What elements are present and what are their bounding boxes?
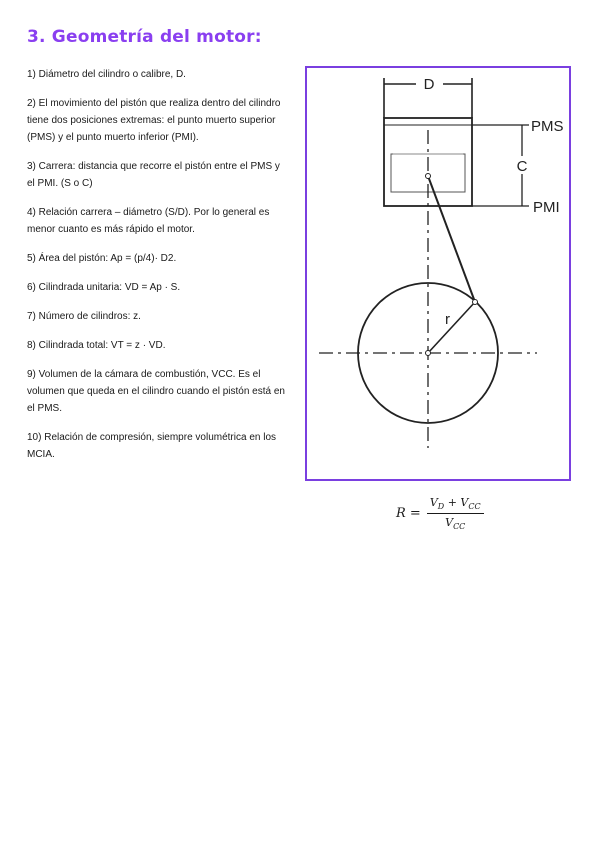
list-item: 2) El movimiento del pistón que realiza dentro del cilindro tiene dos posiciones extremas: el punto muerto superior (PMS) y el punto muerto inferior (PMI).	[27, 98, 281, 143]
formula-denominator	[445, 514, 465, 531]
list-item: 3) Carrera: distancia que recorre el pistón entre el PMS y el PMI. (S o C)	[27, 161, 280, 189]
list-item: 6) Cilindrada unitaria: VD = Ap · S.	[27, 282, 181, 293]
crank-radius	[428, 302, 475, 353]
list-item: 1) Diámetro del cilindro o calibre, D.	[27, 69, 186, 80]
diagram-svg	[307, 68, 569, 479]
formula-den-v: V	[445, 516, 454, 530]
formula-num-plus: + V	[444, 496, 469, 509]
formula-num-a: V	[429, 496, 438, 509]
d-label: D	[423, 76, 435, 93]
formula-num-b-sub: CC	[468, 502, 481, 512]
formula-den-sub: CC	[453, 522, 466, 532]
pms-label: PMS	[531, 118, 564, 135]
engine-geometry-diagram	[305, 66, 571, 481]
r-label: r	[445, 311, 450, 328]
list-item: 9) Volumen de la cámara de combustión, VCC. Es el volumen que queda en el cilindro cuando el pistón está en el PMS.	[27, 369, 285, 414]
crank-pin	[473, 300, 478, 305]
list-item: 4) Relación carrera – diámetro (S/D). Por lo general es menor cuanto es más rápido el motor.	[27, 207, 270, 235]
formula-lhs: R =	[396, 506, 421, 522]
list-item: 7) Número de cilindros: z.	[27, 311, 141, 322]
list-item: 10) Relación de compresión, siempre volumétrica en los MCIA.	[27, 432, 277, 460]
formula-numerator	[427, 496, 484, 514]
definition-list	[27, 66, 287, 475]
crankshaft-center	[426, 351, 431, 356]
piston-pin	[426, 174, 431, 179]
list-item: 8) Cilindrada total: VT = z · VD.	[27, 340, 166, 351]
pmi-label: PMI	[533, 199, 560, 216]
formula-num-a-sub: D	[437, 502, 445, 512]
c-label: C	[516, 158, 528, 175]
section-title: 3. Geometría del motor:	[27, 27, 262, 47]
list-item: 5) Área del pistón: Ap = (p/4)· D2.	[27, 253, 177, 264]
formula-fraction	[427, 496, 484, 531]
compression-ratio-formula	[396, 496, 484, 531]
